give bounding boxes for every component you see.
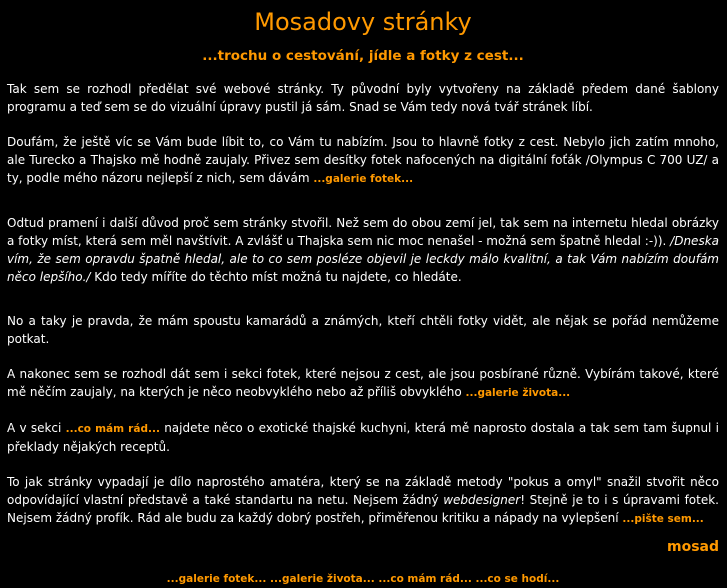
paragraph-amateur [7,473,719,528]
footer-nav [7,570,719,588]
page-subtitle: ...trochu o cestování, jídle a fotky z cest... [202,48,524,64]
paragraph-photos [7,133,719,188]
footer-link-what-i-like[interactable]: ...co mám rád... [378,573,472,585]
paragraph-amateur-tail: ! Stejně je to i s úpravami fotek. Nejsem žádný profík. Rád ale budu za každý dobrý postřeh, přiměřenou kritiku a nápady na vylepšení [7,493,719,525]
footer-link-useful[interactable]: ...co se hodí... [475,573,560,585]
footer-link-life-gallery[interactable]: ...galerie života... [270,573,375,585]
paragraph-amateur-italic: webdesigner [443,493,521,507]
paragraph-photos-text: Doufám, že ještě víc se Vám bude líbit to, co Vám tu nabízím. Jsou to hlavně fotky z cest. Nebylo jich zatím mnoho, ale Turecko a Thajsko mě hodně zaujaly. Přivez sem desítky fotek nafocených na digitální foťák /Olympus C 700 UZ/ a ty, podle mého názoru nejlepší z nich, sem dávám [7,135,719,185]
link-what-i-like[interactable]: ...co mám rád... [65,423,160,435]
paragraph-food-text: najdete něco o exotické thajské kuchyni, která mě naprosto dostala a tak sem tam šupnul i překlady nějakých receptů. [7,421,719,454]
paragraph-reason-tail: Kdo tedy míříte do těchto míst možná tu najdete, co hledáte. [90,270,462,284]
page [0,4,727,588]
link-write-here[interactable]: ...pište sem... [622,513,704,525]
paragraph-life [7,365,719,402]
paragraph-reason [7,214,719,286]
paragraph-food [7,419,719,456]
signature: mosad [666,539,719,555]
paragraph-food-pre: A v sekci [7,421,66,435]
paragraph-life-text: A nakonec sem se rozhodl dát sem i sekci fotek, které nejsou z cest, ale jsou posbírané různě. Vybírám takové, které mě něčím zaujaly, na kterých je něco neobvyklého nebo až příliš obvyklého [7,367,719,399]
paragraph-friends: No a taky je pravda, že mám spoustu kamarádů a známých, kteří chtěli fotky vidět, ale nějak se pořád nemůžeme potkat. [7,314,719,346]
footer-link-photo-gallery[interactable]: ...galerie fotek... [166,573,267,585]
link-life-gallery[interactable]: ...galerie života... [465,387,571,399]
page-title: Mosadovy stránky [254,8,472,36]
paragraph-reason-text: Odtud pramení i další důvod proč sem stránky stvořil. Než sem do obou zemí jel, tak sem na internetu hledal obrázky a fotky míst, která sem měl navštívit. A zvlášť u Thajska sem nic moc nenašel - možná sem špatně hledal :-)). [7,216,719,248]
paragraph-intro: Tak sem se rozhodl předělat své webové stránky. Ty původní byly vytvořeny na základě předem dané šablony programu a teď sem se do vizuální úpravy pustil já sám. Snad se Vám tedy nová tvář stránek líbí. [7,82,719,114]
paragraph-amateur-text: To jak stránky vypadají je dílo naprostého amatéra, který se na základě metody "pokus a omyl" snažil stvořit něco odpovídající vlastní představě a také standartu na netu. Nejsem žádný [7,475,719,507]
paragraph-reason-italic: /Dneska vím, že sem opravdu špatně hledal, ale to co sem posléze objevil je leckdy málo kvalitní, a tak Vám nabízím doufám něco lepšího./ [7,234,719,284]
link-photo-gallery[interactable]: ...galerie fotek... [313,173,414,185]
